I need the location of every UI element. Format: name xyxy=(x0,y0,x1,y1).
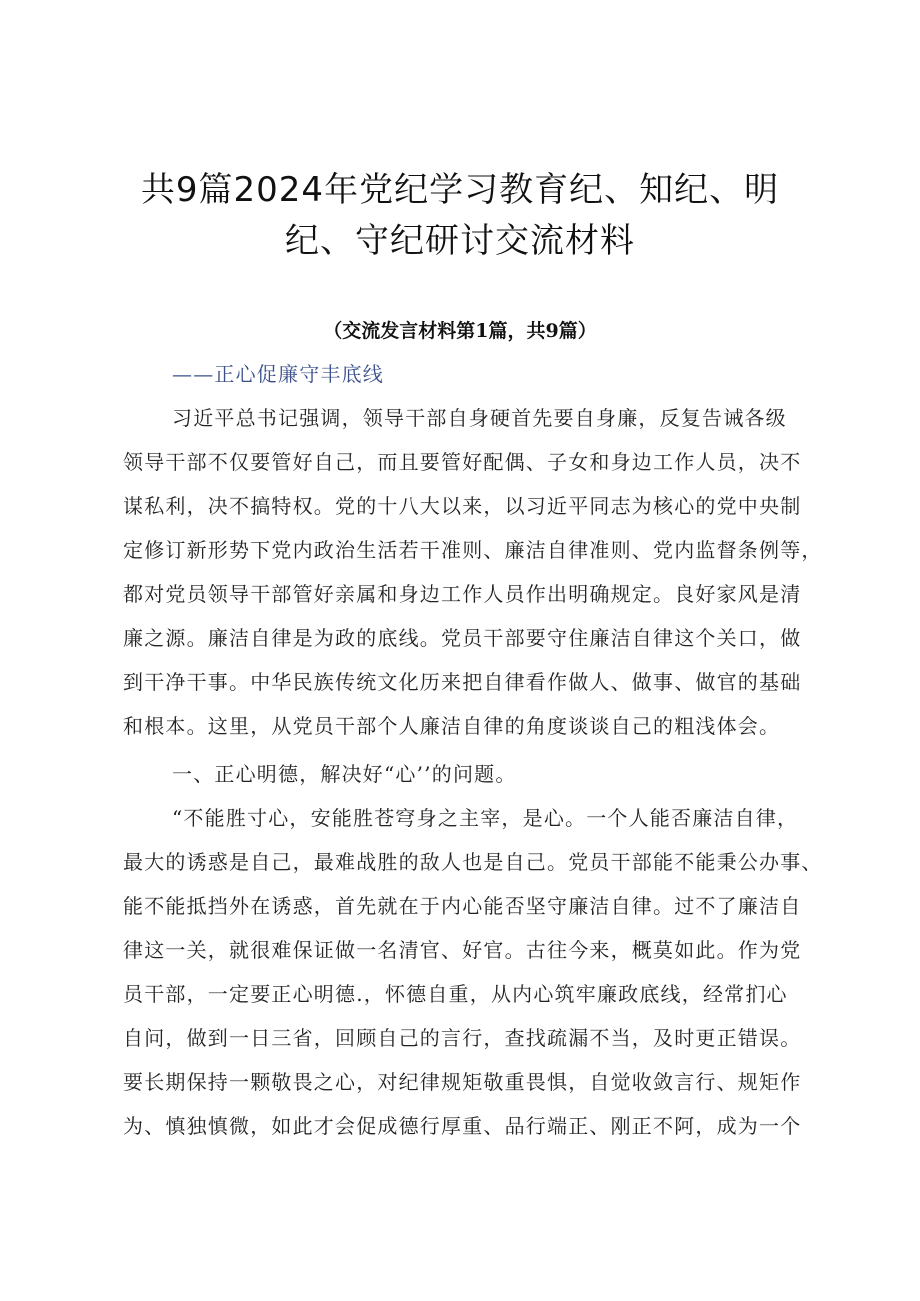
paragraph-1-line: 廉之源。廉洁自律是为政的底线。党员干部要守住廉洁自律这个关口，做 xyxy=(123,626,802,650)
paragraph-2-line: 为、慎独慎微，如此才会促成德行厚重、品行端正、刚正不阿，成为一个 xyxy=(123,1114,802,1138)
section-heading-1: 一、正心明德，解决好“心’’的问题。 xyxy=(172,762,517,786)
paragraph-1-line: 谋私利，决不搞特权。党的十八大以来，以习近平同志为核心的党中央制 xyxy=(123,494,802,518)
section-dash-heading: ——正心促廉守丰底线 xyxy=(172,362,384,386)
paragraph-2-line: 要长期保持一颗敬畏之心，对纪律规矩敬重畏惧，自觉收敛言行、规矩作 xyxy=(123,1070,802,1094)
paragraph-1-line: 领导干部不仅要管好自己，而且要管好配偶、子女和身边工作人员，决不 xyxy=(123,450,802,474)
paragraph-2-line: “不能胜寸心，安能胜苍穹身之主宰，是心。一个人能否廉洁自律， xyxy=(172,806,799,830)
document-subtitle: （交流发言材料第1篇，共9篇） xyxy=(323,320,597,342)
paragraph-2-line: 员干部，一定要正心明德.，怀德自重，从内心筑牢廉政底线，经常扪心 xyxy=(123,982,788,1006)
paragraph-1-line: 到干净干事。中华民族传统文化历来把自律看作做人、做事、做官的基础 xyxy=(123,670,802,694)
paragraph-2-line: 最大的诱惑是自己，最难战胜的敌人也是自己。党员干部能不能秉公办事、 xyxy=(123,850,823,874)
paragraph-2-line: 自问，做到一日三省，回顾自己的言行，查找疏漏不当，及时更正错误。 xyxy=(123,1026,802,1050)
paragraph-1-line: 习近平总书记强调，领导干部自身硬首先要自身廉，反复告诫各级 xyxy=(172,406,787,430)
paragraph-2-line: 律这一关，就很难保证做一名清官、好官。古往今来，概莫如此。作为党 xyxy=(123,938,802,962)
paragraph-1-line: 都对党员领导干部管好亲属和身边工作人员作出明确规定。良好家风是清 xyxy=(123,582,802,606)
paragraph-1-line: 和根本。这里，从党员干部个人廉洁自律的角度谈谈自己的粗浅体会。 xyxy=(123,714,781,738)
paragraph-1-line: 定修订新形势下党内政治生活若干准则、廉洁自律准则、党内监督条例等， xyxy=(123,538,823,562)
document-title-line-1: 共9篇2024年党纪学习教育纪、知纪、明 xyxy=(140,170,780,210)
document-title-line-2: 纪、守纪研讨交流材料 xyxy=(285,221,635,261)
paragraph-2-line: 能不能抵挡外在诱惑，首先就在于内心能否坚守廉洁自律。过不了廉洁自 xyxy=(123,894,802,918)
